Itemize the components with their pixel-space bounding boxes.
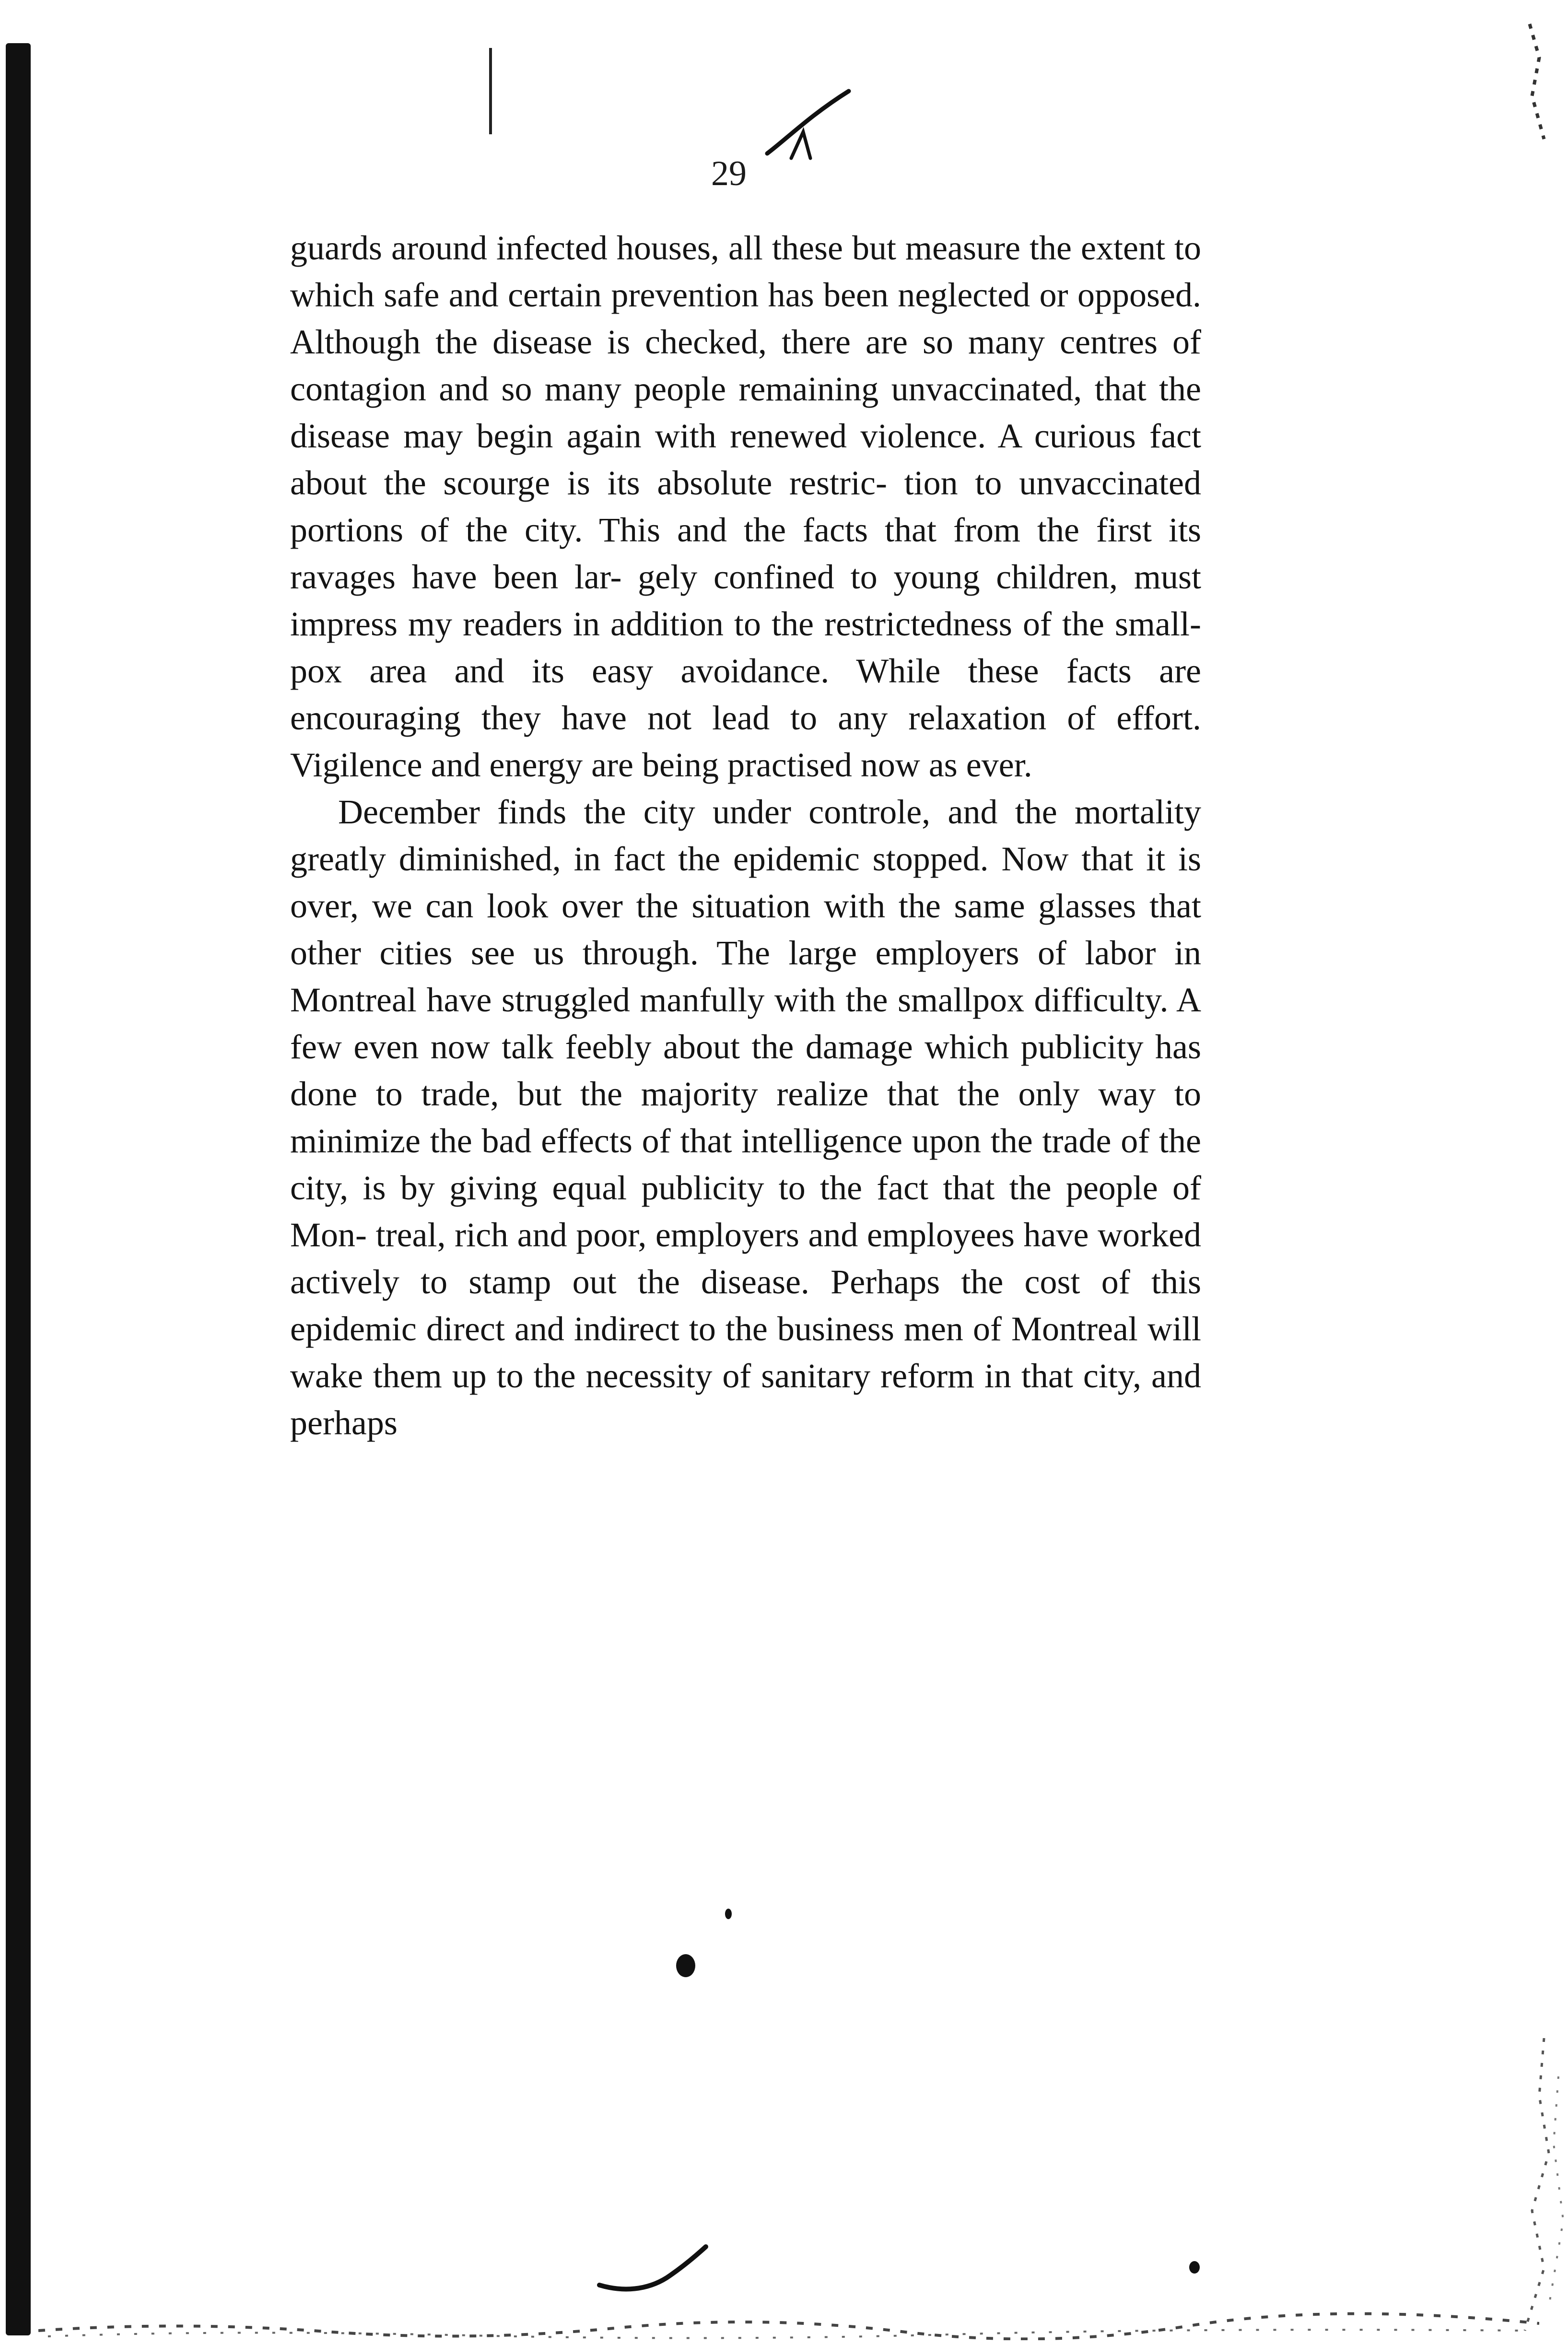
handwritten-mark-top [758, 86, 854, 163]
scan-noise-top-corner [1510, 19, 1563, 144]
text-line: publicity has done to trade, but the majority realize [290, 1028, 1202, 1113]
text-line: equal publicity to the fact that the people of Mon- [290, 1169, 1201, 1254]
text-line: the extent to which safe and certain prevention has [290, 229, 1202, 314]
text-line: treal, rich and poor, employers and employees have [375, 1216, 1098, 1254]
text-line: intelligence upon the trade of the city, is by giving [290, 1122, 1202, 1207]
text-line: mortality greatly diminished, in fact the epidemic [290, 793, 1201, 878]
page-number: 29 [711, 154, 747, 193]
text-line: facts are encouraging they have not lead to any [290, 652, 1202, 737]
text-line: that the only way to minimize the bad effects of that [290, 1075, 1201, 1160]
ink-blot [676, 1954, 695, 1977]
paragraph-2 [290, 788, 1201, 1446]
text-line: relaxation of effort. Vigilence and energy are being [290, 699, 1201, 784]
handwritten-mark-bottom [595, 2244, 710, 2297]
scan-noise-bottom-edge [38, 2302, 1539, 2340]
text-line: checked, there are so many centres of contagion and [290, 323, 1201, 408]
ink-speck [725, 1909, 732, 1919]
text-line: been neglected or opposed. Although the disease is [290, 276, 1201, 361]
text-line: the cost of this epidemic direct and indirect to the [290, 1263, 1201, 1348]
text-line: guards around infected houses, all these but measure [290, 229, 1030, 267]
text-line: gely confined to young children, must impress my [290, 558, 1201, 643]
text-line: situation with the same glasses that other cities see [290, 887, 1201, 972]
text-line: us through. The large employers of labor in Montreal [290, 934, 1201, 1019]
text-line: have struggled manfully with the smallpox difficulty. [426, 981, 1177, 1019]
text-line: worked actively to stamp out the disease. Perhaps [290, 1216, 1201, 1301]
text-line: pox area and its easy avoidance. While these [290, 652, 1066, 690]
binding-edge-shadow [6, 43, 31, 2335]
text-line: necessity of sanitary reform in that city, and perhaps [290, 1357, 1202, 1442]
text-line: disease may begin again with renewed violence. A [290, 417, 1034, 455]
text-line: practised now as ever. [727, 746, 1032, 784]
text-line: the facts that from the first its ravages have been lar- [290, 511, 1201, 596]
text-line: December finds the city under controle, and the [338, 793, 1075, 831]
text-line: business men of Montreal will wake them up to the [290, 1310, 1201, 1395]
paragraph-1 [290, 224, 1201, 788]
text-line: curious fact about the scourge is its absolute restric- [290, 417, 1202, 502]
scan-noise-right-corner [1486, 2038, 1568, 2335]
body-text [290, 224, 1201, 1446]
text-line: tion to unvaccinated portions of the city. This and [290, 464, 1201, 549]
text-line: stopped. Now that it is over, we can look over the [290, 840, 1201, 925]
top-pencil-tick [489, 48, 492, 134]
text-line: readers in addition to the restrictedness of the small- [463, 605, 1201, 643]
text-line: A few even now talk feebly about the damage which [290, 981, 1202, 1066]
text-line: so many people remaining unvaccinated, that the [501, 370, 1201, 408]
ink-speck [1189, 2261, 1200, 2274]
